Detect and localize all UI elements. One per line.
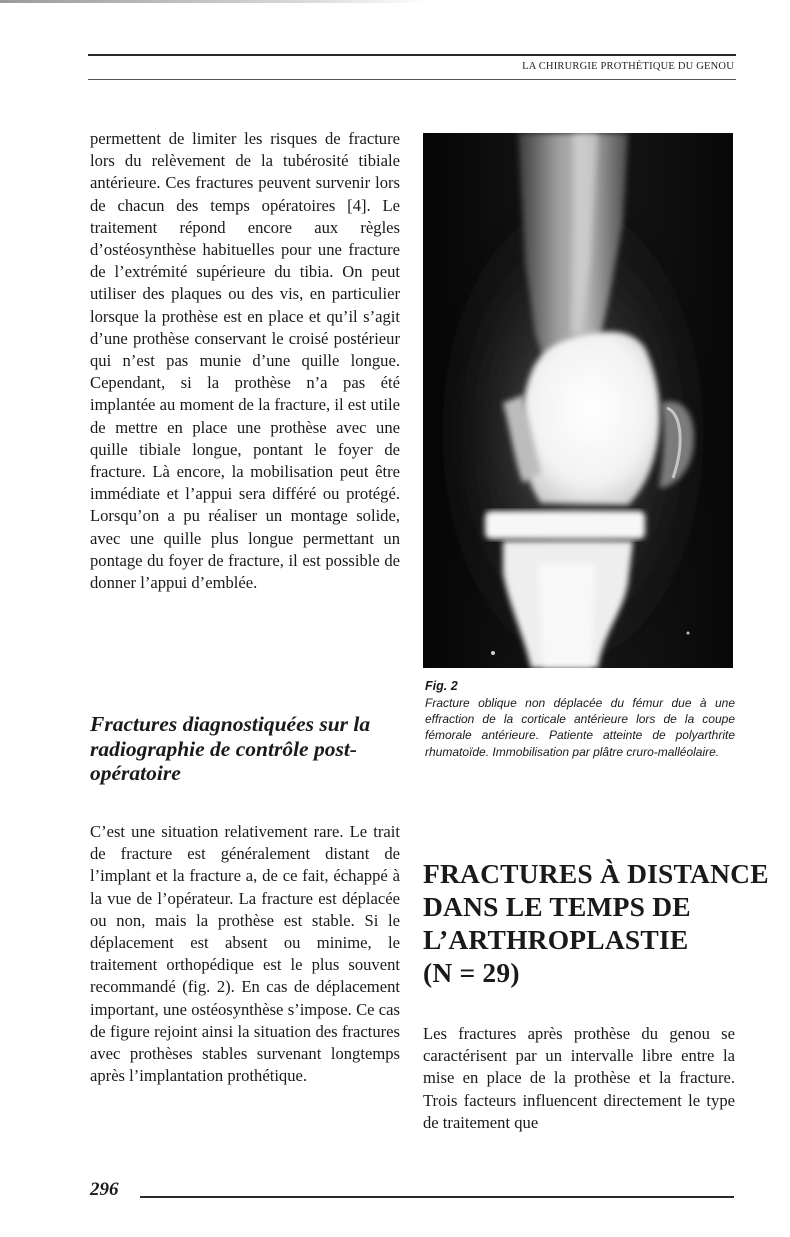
figure-label: Fig. 2 — [425, 679, 458, 693]
section-title-line-3: L’ARTHROPLASTIE — [423, 924, 689, 955]
figure-caption: Fracture oblique non déplacée du fémur due à une effraction de la corticale antérieure lors de la coupe fémorale antérieure. Patiente atteinte de polyarthrite rhumatoïde. Immobilisation par plâtre cruro-malléolaire. — [425, 696, 735, 759]
subheading: Fractures diagnostiquées sur la radiographie de contrôle post-opératoire — [90, 712, 371, 785]
running-head: LA CHIRURGIE PROTHÉTIQUE DU GENOU — [522, 61, 734, 72]
scan-edge-shadow — [0, 0, 430, 3]
header-underline — [88, 79, 736, 80]
knee-radiograph-image — [423, 133, 733, 668]
body-paragraph-3: Les fractures après prothèse du genou se caractérisent par un intervalle libre entre la mise en place de la prothèse et la fracture. Trois facteurs influencent directement le type de traitement que — [423, 1024, 735, 1132]
body-paragraph-2: C’est une situation relativement rare. Le trait de fracture est généralement distant de l’implant et la fracture a, de ce fait, échappé à la vue de l’opérateur. La fracture est déplacée ou non, mais la prothèse est stable. Si le déplacement est absent ou minime, le traitement orthopédique est le plus souvent recommandé (fig. 2). En cas de déplacement important, une ostéosynthèse s’impose. Ce cas de figure rejoint ainsi la situation des fractures avec prothèses stables survenant longtemps après l’implantation prothétique. — [90, 822, 400, 1086]
footer-rule — [140, 1196, 734, 1198]
section-title — [423, 857, 769, 989]
section-title-line-1: FRACTURES À DISTANCE — [423, 858, 769, 889]
body-paragraph-1: permettent de limiter les risques de fracture lors du relèvement de la tubérosité tibiale antérieure. Ces fractures peuvent survenir lors de chacun des temps opératoires [4]. Le traitement répond encore aux règles d’ostéosynthèse habituelles pour une fracture de l’extrémité supérieure du tibia. On peut utiliser des plaques ou des vis, en particulier lorsque la prothèse est en place et qu’il s’agit d’une prothèse conservant le croisé postérieur qui n’est pas munie d’une quille longue. Cependant, si la prothèse n’a pas été implantée au moment de la fracture, il est utile de mettre en place une prothèse avec une quille tibiale longue, pontant le foyer de fracture. Là encore, la mobilisation peut être immédiate et l’appui sera différé ou protégé. Lorsqu’on a pu réaliser un montage solide, avec une quille plus longue permettant un pontage du foyer de fracture, il est possible de donner l’appui d’emblée. — [90, 129, 400, 593]
section-title-line-4: (N = 29) — [423, 957, 520, 988]
header-rule — [88, 54, 736, 56]
section-title-line-2: DANS LE TEMPS DE — [423, 891, 691, 922]
page-number: 296 — [90, 1179, 119, 1200]
